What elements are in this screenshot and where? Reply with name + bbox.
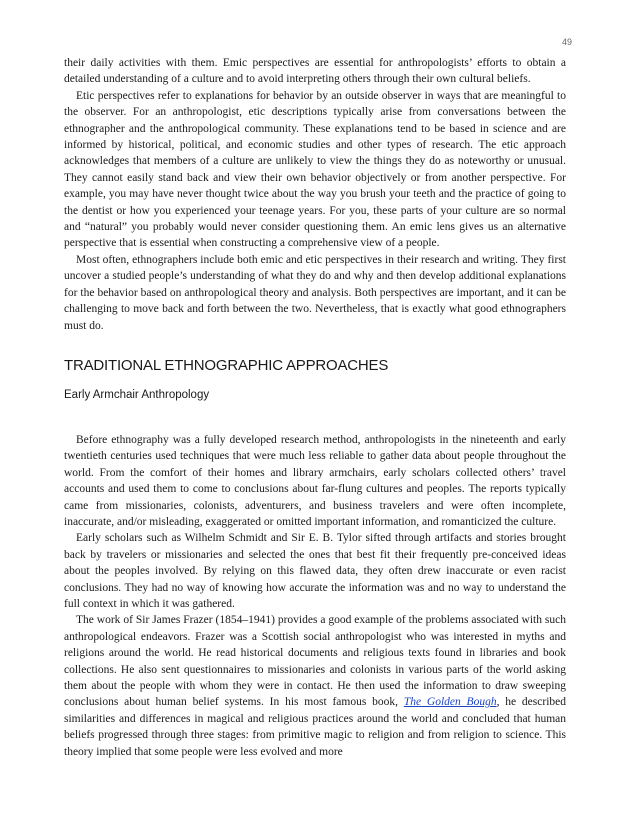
paragraph-both-perspectives: Most often, ethnographers include both emic and etic perspectives in their research and writing. They first uncover a studied people’s understanding of what they do and why and then develop additional explanations for the behavior based on anthropological theory and analysis. Both perspectives are important, and it can be challenging to move back and forth between the two. Nevertheless, that is exactly what good ethnographers must do.: [64, 253, 566, 332]
frazer-text-start: The work of Sir James Frazer (1854–1941) provides a good example of the problems associated with such anthropological endeavors. Frazer was a Scottish social anthropologist who was interested in myths and religions around the world. He read historical documents and religious texts found in libraries and book collections. He also sent questionnaires to missionaries and colonists in various parts of the world asking them about the people with whom they were in contact. He then used the information to draw sweeping conclusions about human belief systems. In his most famous book,: [64, 614, 566, 709]
paragraph-emic-end: their daily activities with them. Emic perspectives are essential for anthropologists’ efforts to obtain a detailed understanding of a culture and to avoid interpreting others through their own cultural beliefs.: [64, 57, 566, 86]
spacer: [64, 403, 566, 432]
golden-bough-link[interactable]: The Golden Bough: [403, 696, 497, 709]
paragraph-armchair-intro: Before ethnography was a fully developed research method, anthropologists in the nineteenth and early twentieth centuries used techniques that were much less reliable to gather data about people throughout the world. From the comfort of their homes and library armchairs, early scholars collected others’ travel accounts and used them to come to conclusions about far-flung cultures and peoples. The reports typically came from missionaries, colonists, adventurers, and business travelers and were often incomplete, inaccurate, and/or misleading, exaggerated or omitted important information, and romanticized the culture.: [64, 433, 566, 528]
paragraph-etic: Etic perspectives refer to explanations for behavior by an outside observer in ways that are meaningful to the observer. For an anthropologist, etic descriptions typically arise from conversations between the ethnographer and the anthropological community. These explanations tend to be based in science and are informed by historical, political, and economic studies and other types of research. The etic approach acknowledges that members of a culture are unlikely to view the things they do as noteworthy or unusual. They cannot easily stand back and view their own behavior objectively or from another perspective. For example, you may have never thought twice about the way you brush your teeth and the practice of going to the dentist or how you experienced your teenage years. For you, these parts of your culture are so normal and “natural” you probably would never consider questioning them. An emic lens gives us an alternative perspective that is essential when constructing a comprehensive view of a people.: [64, 89, 566, 250]
section-heading: TRADITIONAL ETHNOGRAPHIC APPROACHES: [64, 356, 389, 374]
subsection-heading: Early Armchair Anthropology: [64, 388, 210, 401]
paragraph-early-scholars: Early scholars such as Wilhelm Schmidt and Sir E. B. Tylor sifted through artifacts and stories brought back by travelers or missionaries and selected the ones that best fit their frequently pre-conceived ideas about the peoples involved. By relying on this flawed data, they often drew inaccurate or even racist conclusions. They had no way of knowing how accurate the information was and no way to understand the full context in which it was gathered.: [64, 532, 566, 610]
frazer-text-end: , he described similarities and differences in magical and religious practices around the world and concluded that human beliefs progressed through three stages: from primitive magic to religion and from religion to science. This theory implied that some people were less evolved and more: [64, 696, 566, 758]
paragraph-frazer: [64, 612, 566, 760]
page-content: [64, 55, 566, 760]
page-number: 49: [561, 37, 572, 47]
